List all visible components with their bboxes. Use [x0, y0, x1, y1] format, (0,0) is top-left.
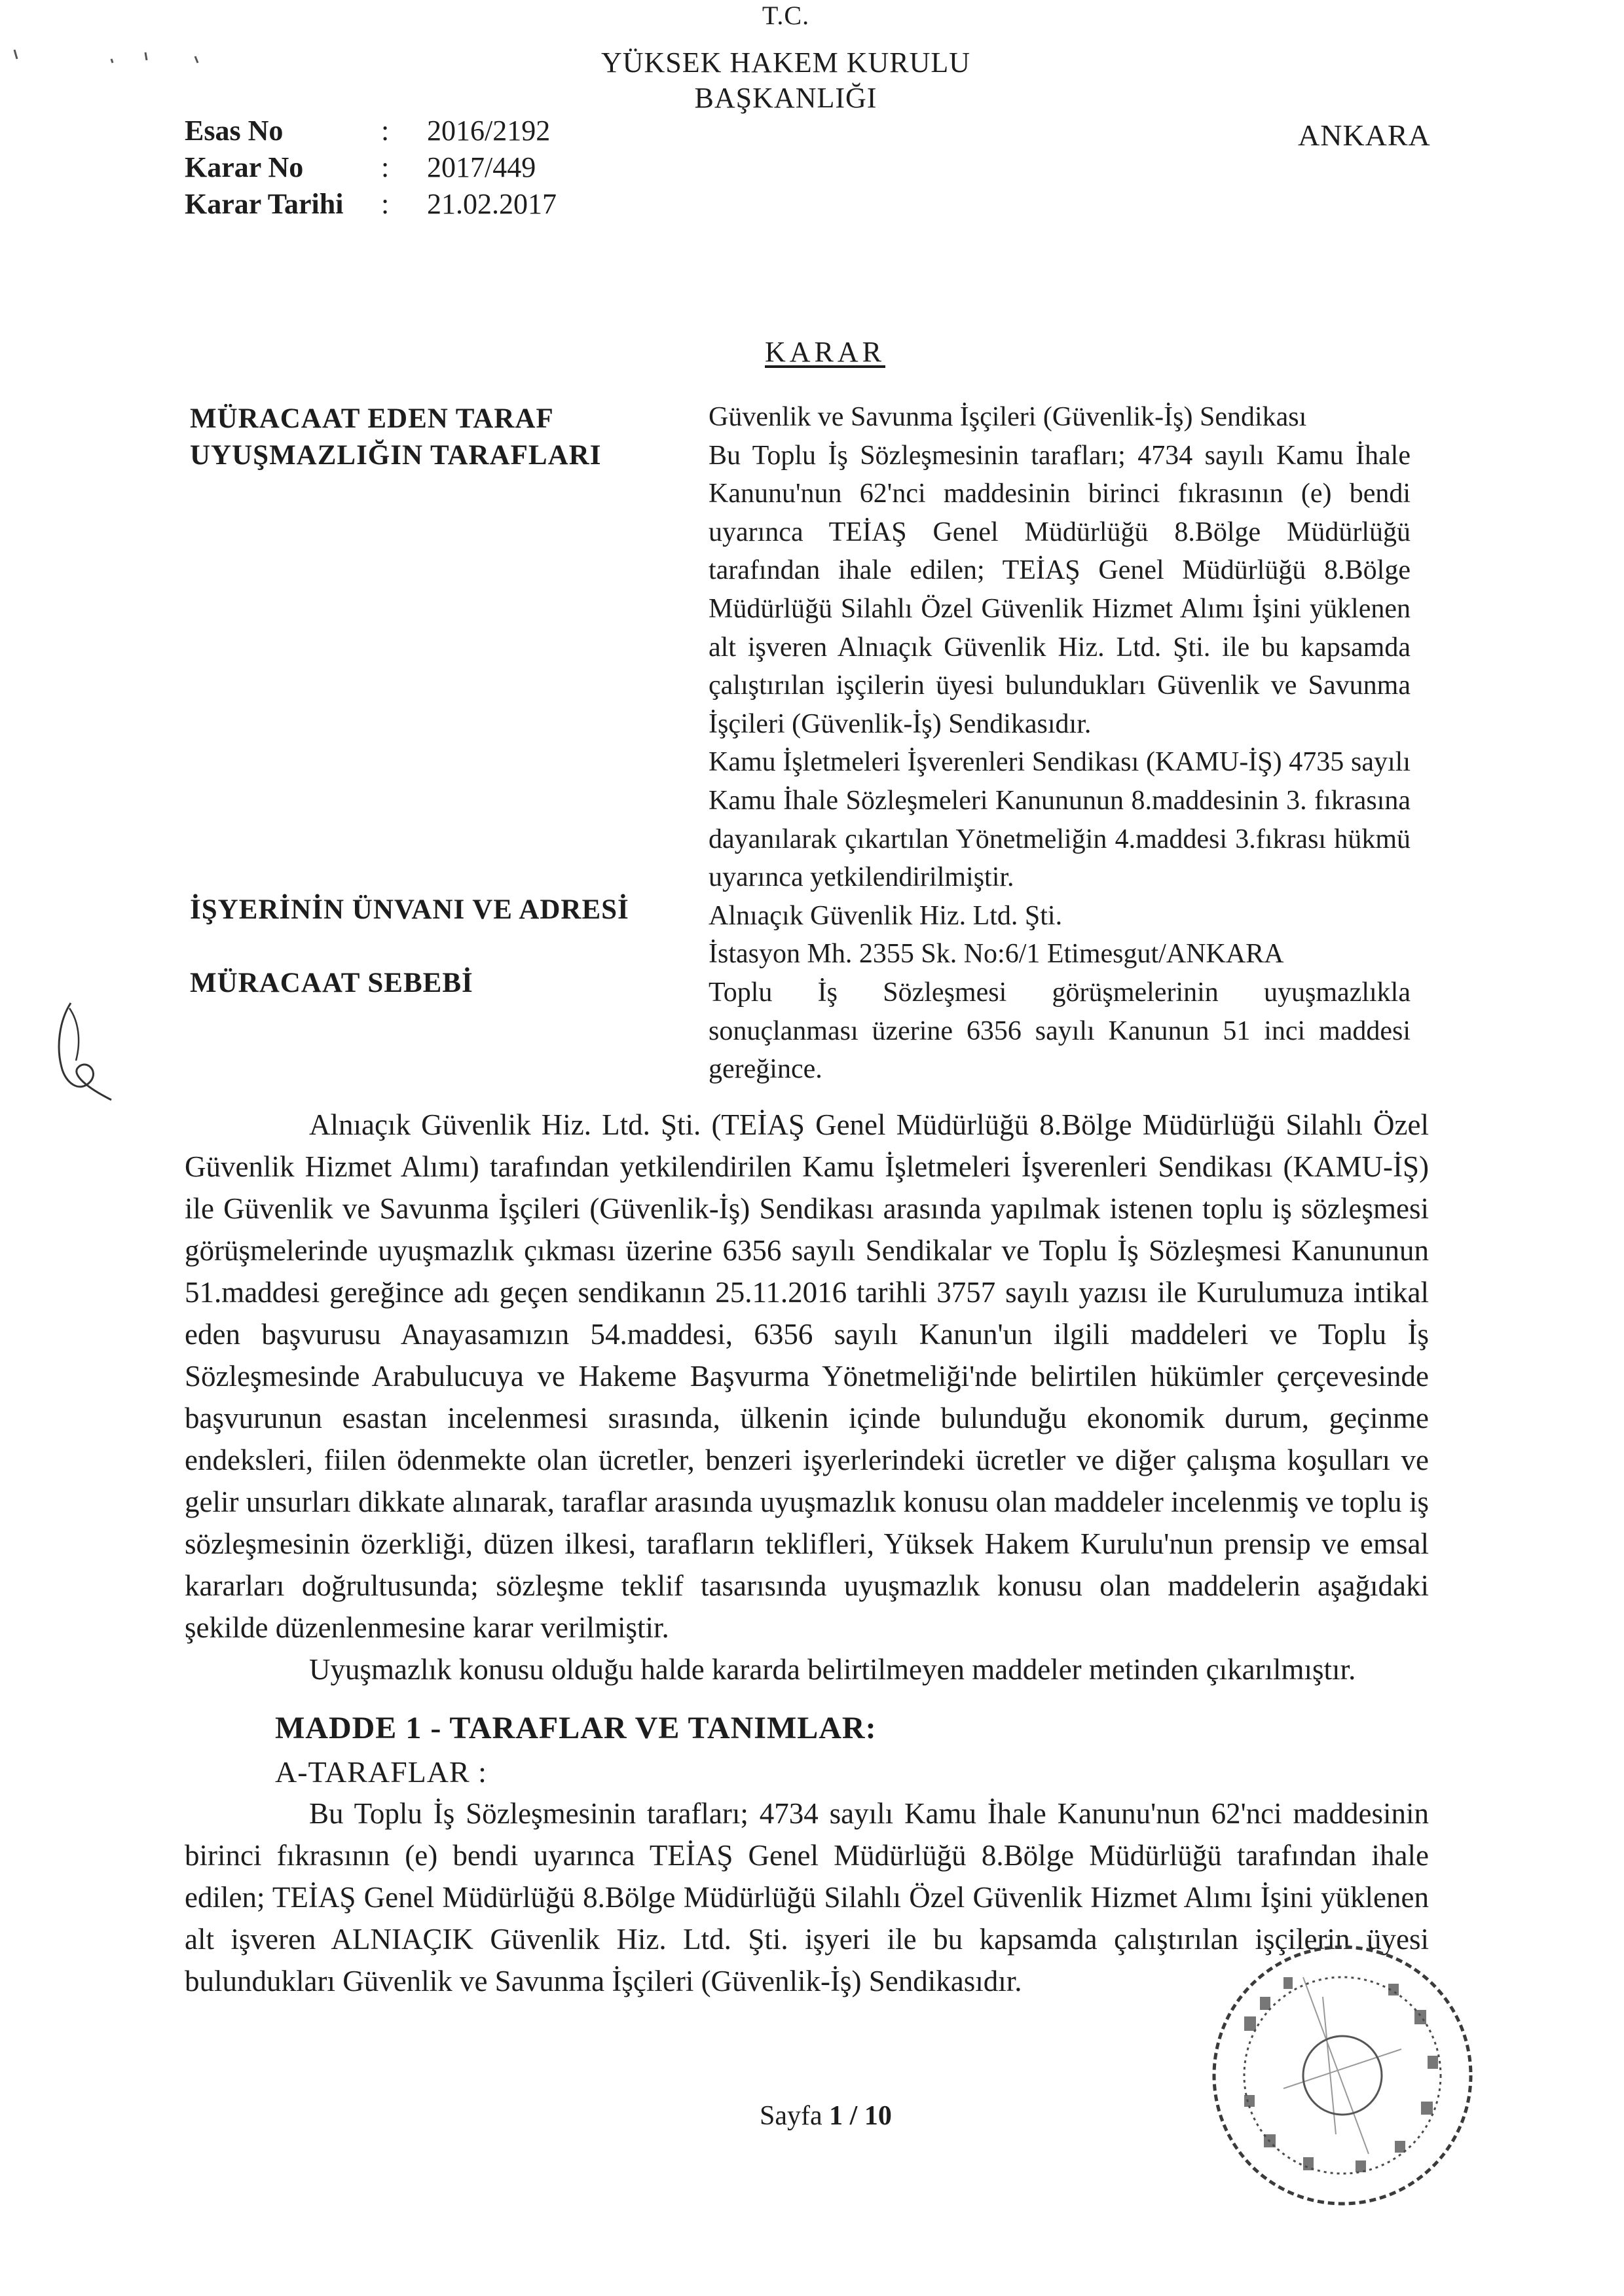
applicant-label: MÜRACAAT EDEN TARAF [190, 403, 554, 434]
page-footer: Sayfa 1 / 10 [760, 2101, 892, 2131]
official-stamp [1205, 1938, 1480, 2213]
body-paragraph-1: Alnıaçık Güvenlik Hiz. Ltd. Şti. (TEİAŞ Genel Müdürlüğü 8.Bölge Müdürlüğü Silahlı Özel Güvenlik Hizmet Alımı) tarafından yetkilendirilen Kamu İşletmeleri İşverenleri Sendikası (KAMU-İŞ) ile Güvenlik ve Savunma İşçileri (Güvenlik-İş) Sendikası arasında yapılmak istenen toplu iş sözleşmesi görüşmelerinde uyuşmazlık çıkması üzerine 6356 sayılı Sendikalar ve Toplu İş Sözleşmesi Kanununun 51.maddesi gereğince adı geçen sendikanın 25.11.2016 tarihli 3757 sayılı yazısı ile Kurulumuza intikal eden başvurusu Anayasamızın 54.maddesi, 6356 sayılı Kanun'un ilgili maddeleri ve Toplu İş Sözleşmesinde Arabulucuya ve Hakeme Başvurma Yönetmeliği'nde belirtilen hükümler çerçevesinde başvurunun esastan incelenmesi sırasında, ülkenin içinde bulunduğu ekonomik durum, geçinme endeksleri, fiilen ödenmekte olan ücretler, benzeri işyerlerindeki ücretler ve diğer çalışma koşulları ve gelir unsurları dikkate alınarak, taraflar arasında uyuşmazlık konusu olan maddeler incelenmiş ve toplu iş sözleşmesinin özerkliği, düzen ilkesi, tarafların teklifleri, Yüksek Hakem Kurulu'nun prensip ve emsal kararları doğrultusunda; sözleşme teklif tasarısında uyuşmazlık konusu olan maddelerin aşağıdaki şekilde düzenlenmesine karar verilmiştir. [185, 1108, 1429, 1644]
workplace-label: İŞYERİNİN ÜNVANI VE ADRESİ [190, 894, 629, 925]
article-1-text: Bu Toplu İş Sözleşmesinin tarafları; 4734 sayılı Kamu İhale Kanunu'nun 62'nci maddesinin birinci fıkrasının (e) bendi uyarınca TEİAŞ Genel Müdürlüğü 8.Bölge Müdürlüğü tarafından ihale edilen; TEİAŞ Genel Müdürlüğü 8.Bölge Müdürlüğü Silahlı Özel Güvenlik Hizmet Alımı İşini yüklenen alt işveren ALNIAÇIK Güvenlik Hiz. Ltd. Şti. işyeri ile bu kapsamda çalıştırılan işçilerin üyesi bulundukları Güvenlik ve Savunma İşçileri (Güvenlik-İş) Sendikasıdır. [185, 1797, 1429, 1997]
applicant-value: Güvenlik ve Savunma İşçileri (Güvenlik-İş) Sendikası [709, 402, 1307, 432]
tc-label: T.C. [762, 1, 810, 30]
institution-office: BAŞKANLIĞI [694, 82, 877, 114]
institution-name: YÜKSEK HAKEM KURULU [600, 46, 971, 79]
scan-specks [0, 39, 210, 79]
workplace-name: Alnıaçık Güvenlik Hiz. Ltd. Şti. [709, 900, 1063, 931]
handwritten-initials [39, 995, 131, 1106]
decision-body [185, 1104, 1429, 1690]
body-paragraph-2: Uyuşmazlık konusu olduğu halde kararda belirtilmeyen maddeler metinden çıkarılmıştır. [309, 1653, 1356, 1686]
decision-title: KARAR [764, 336, 886, 368]
parties-value-1: Bu Toplu İş Sözleşmesinin tarafları; 4734 sayılı Kamu İhale Kanunu'nun 62'nci maddesinin birinci fıkrasının (e) bendi uyarınca TEİAŞ Genel Müdürlüğü 8.Bölge Müdürlüğü tarafından ihale edilen; TEİAŞ Genel Müdürlüğü 8.Bölge Müdürlüğü Silahlı Özel Güvenlik Hizmet Alımı İşini yüklenen alt işveren Alnıaçık Güvenlik Hiz. Ltd. Şti. ile bu kapsamda çalıştırılan işçilerin üyesi bulundukları Güvenlik ve Savunma İşçileri (Güvenlik-İş) Sendikasıdır. [709, 440, 1411, 739]
workplace-address: İstasyon Mh. 2355 Sk. No:6/1 Etimesgut/ANKARA [709, 939, 1284, 970]
city-label: ANKARA [1298, 118, 1431, 152]
meta-row-tarih: Karar Tarihi : 21.02.2017 [185, 188, 557, 220]
parties-value-2: Kamu İşletmeleri İşverenleri Sendikası (KAMU-İŞ) 4735 sayılı Kamu İhale Sözleşmeleri Kanununun 8.maddesinin 3. fıkrasına dayanılarak çıkartılan Yönetmeliğin 4.maddesi 3.fıkrası hükmü uyarınca yetkilendirilmiştir. [709, 747, 1411, 893]
article-1-subheading: A-TARAFLAR : [275, 1755, 487, 1789]
parties-label: UYUŞMAZLIĞIN TARAFLARI [190, 440, 602, 471]
meta-row-karar: Karar No : 2017/449 [185, 151, 536, 183]
case-meta [185, 113, 557, 223]
right-column [709, 398, 1411, 1089]
meta-row-esas: Esas No : 2016/2192 [185, 115, 551, 147]
reason-label: MÜRACAAT SEBEBİ [190, 968, 473, 998]
reason-value: Toplu İş Sözleşmesi görüşmelerinin uyuşmazlıkla sonuçlanması üzerine 6356 sayılı Kanunun 51 inci maddesi gereğince. [709, 977, 1411, 1085]
article-1-heading: MADDE 1 - TARAFLAR VE TANIMLAR: [275, 1711, 877, 1745]
